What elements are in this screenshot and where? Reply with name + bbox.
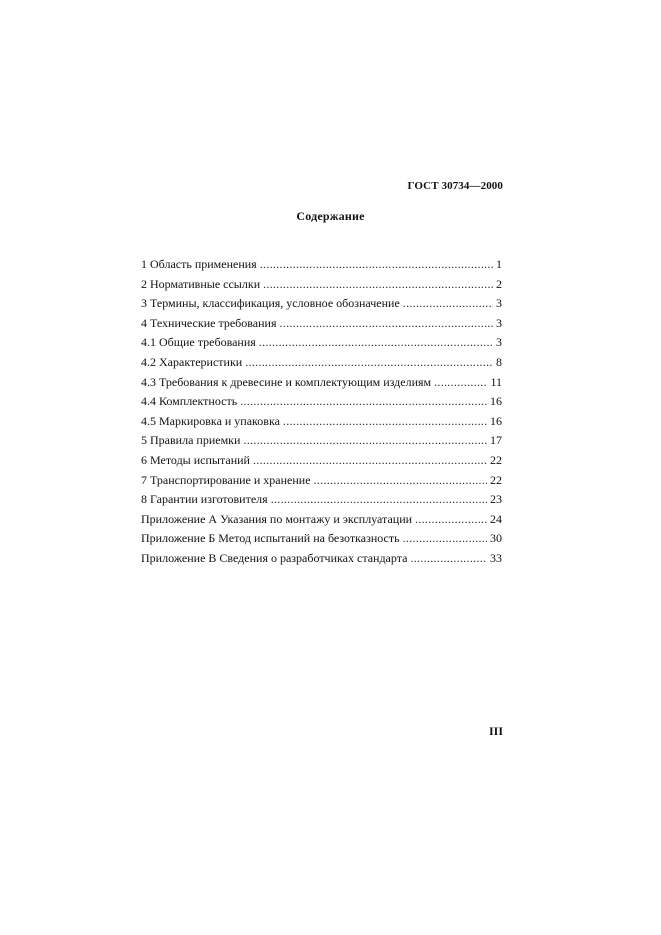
toc-dot-leader — [403, 296, 493, 311]
toc-entry-label: 5 Правила приемки — [141, 433, 241, 448]
toc-dot-leader — [410, 551, 487, 566]
toc-entry-test-methods[interactable] — [141, 453, 502, 473]
toc-dot-leader — [260, 257, 493, 272]
document-code: ГОСТ 30734—2000 — [407, 180, 503, 192]
toc-entry-label: Приложение А Указания по монтажу и эксплуатации — [141, 511, 413, 526]
toc-entry-page: 11 — [490, 374, 502, 389]
toc-entry-page: 2 — [496, 276, 502, 291]
toc-dot-leader — [314, 473, 487, 488]
toc-entry-page: 23 — [490, 492, 502, 507]
toc-dot-leader — [263, 277, 493, 292]
table-of-contents — [141, 257, 502, 571]
toc-entry-general-requirements[interactable] — [141, 335, 502, 355]
toc-entry-page: 22 — [490, 472, 502, 487]
toc-entry-technical-requirements[interactable] — [141, 316, 502, 336]
toc-dot-leader — [245, 355, 493, 370]
toc-entry-page: 16 — [490, 394, 502, 409]
toc-entry-page: 3 — [496, 296, 502, 311]
toc-entry-label: Приложение В Сведения о разработчиках стандарта — [141, 550, 408, 565]
toc-entry-label: Приложение Б Метод испытаний на безотказность — [141, 531, 400, 546]
toc-entry-label: 4.2 Характеристики — [141, 354, 243, 369]
toc-title: Содержание — [296, 209, 365, 223]
toc-entry-label: 2 Нормативные ссылки — [141, 276, 261, 291]
toc-entry-label: 4.3 Требования к древесине и комплектующим изделиям — [141, 374, 432, 389]
toc-dot-leader — [279, 316, 493, 331]
toc-dot-leader — [415, 512, 487, 527]
toc-entry-label: 8 Гарантии изготовителя — [141, 492, 268, 507]
toc-entry-page: 3 — [496, 335, 502, 350]
toc-entry-page: 17 — [490, 433, 502, 448]
toc-entry-page: 16 — [490, 413, 502, 428]
toc-entry-terms[interactable] — [141, 296, 502, 316]
toc-entry-transport-storage[interactable] — [141, 473, 502, 493]
toc-entry-label: 4.5 Маркировка и упаковка — [141, 413, 280, 428]
toc-entry-acceptance-rules[interactable] — [141, 433, 502, 453]
toc-entry-marking-packaging[interactable] — [141, 414, 502, 434]
toc-entry-normative-references[interactable] — [141, 277, 502, 297]
page-number: III — [488, 724, 503, 738]
toc-dot-leader — [243, 433, 487, 448]
toc-entry-label: 7 Транспортирование и хранение — [141, 472, 311, 487]
toc-entry-label: 3 Термины, классификация, условное обозначение — [141, 296, 400, 311]
toc-dot-leader — [283, 414, 487, 429]
toc-entry-characteristics[interactable] — [141, 355, 502, 375]
toc-entry-label: 4.4 Комплектность — [141, 394, 238, 409]
toc-entry-appendix-a[interactable] — [141, 512, 502, 532]
toc-entry-page: 1 — [496, 257, 502, 271]
toc-dot-leader — [271, 492, 487, 507]
toc-entry-completeness[interactable] — [141, 394, 502, 414]
toc-entry-wood-requirements[interactable] — [141, 375, 502, 395]
toc-entry-page: 3 — [496, 315, 502, 330]
toc-dot-leader — [240, 394, 487, 409]
toc-entry-label: 6 Методы испытаний — [141, 452, 250, 467]
toc-entry-appendix-v[interactable] — [141, 551, 502, 571]
toc-entry-label: 4 Технические требования — [141, 315, 277, 330]
toc-entry-label: 1 Область применения — [141, 257, 257, 271]
toc-dot-leader — [403, 531, 487, 546]
toc-entry-label: 4.1 Общие требования — [141, 335, 256, 350]
toc-dot-leader — [434, 375, 487, 390]
toc-entry-page: 30 — [490, 531, 502, 546]
toc-entry-page: 33 — [490, 550, 502, 565]
toc-entry-page: 24 — [490, 511, 502, 526]
toc-entry-scope[interactable] — [141, 257, 502, 277]
toc-entry-page: 22 — [490, 452, 502, 467]
toc-entry-appendix-b[interactable] — [141, 531, 502, 551]
toc-dot-leader — [253, 453, 487, 468]
toc-entry-manufacturer-warranty[interactable] — [141, 492, 502, 512]
toc-dot-leader — [259, 335, 493, 350]
toc-entry-page: 8 — [496, 354, 502, 369]
